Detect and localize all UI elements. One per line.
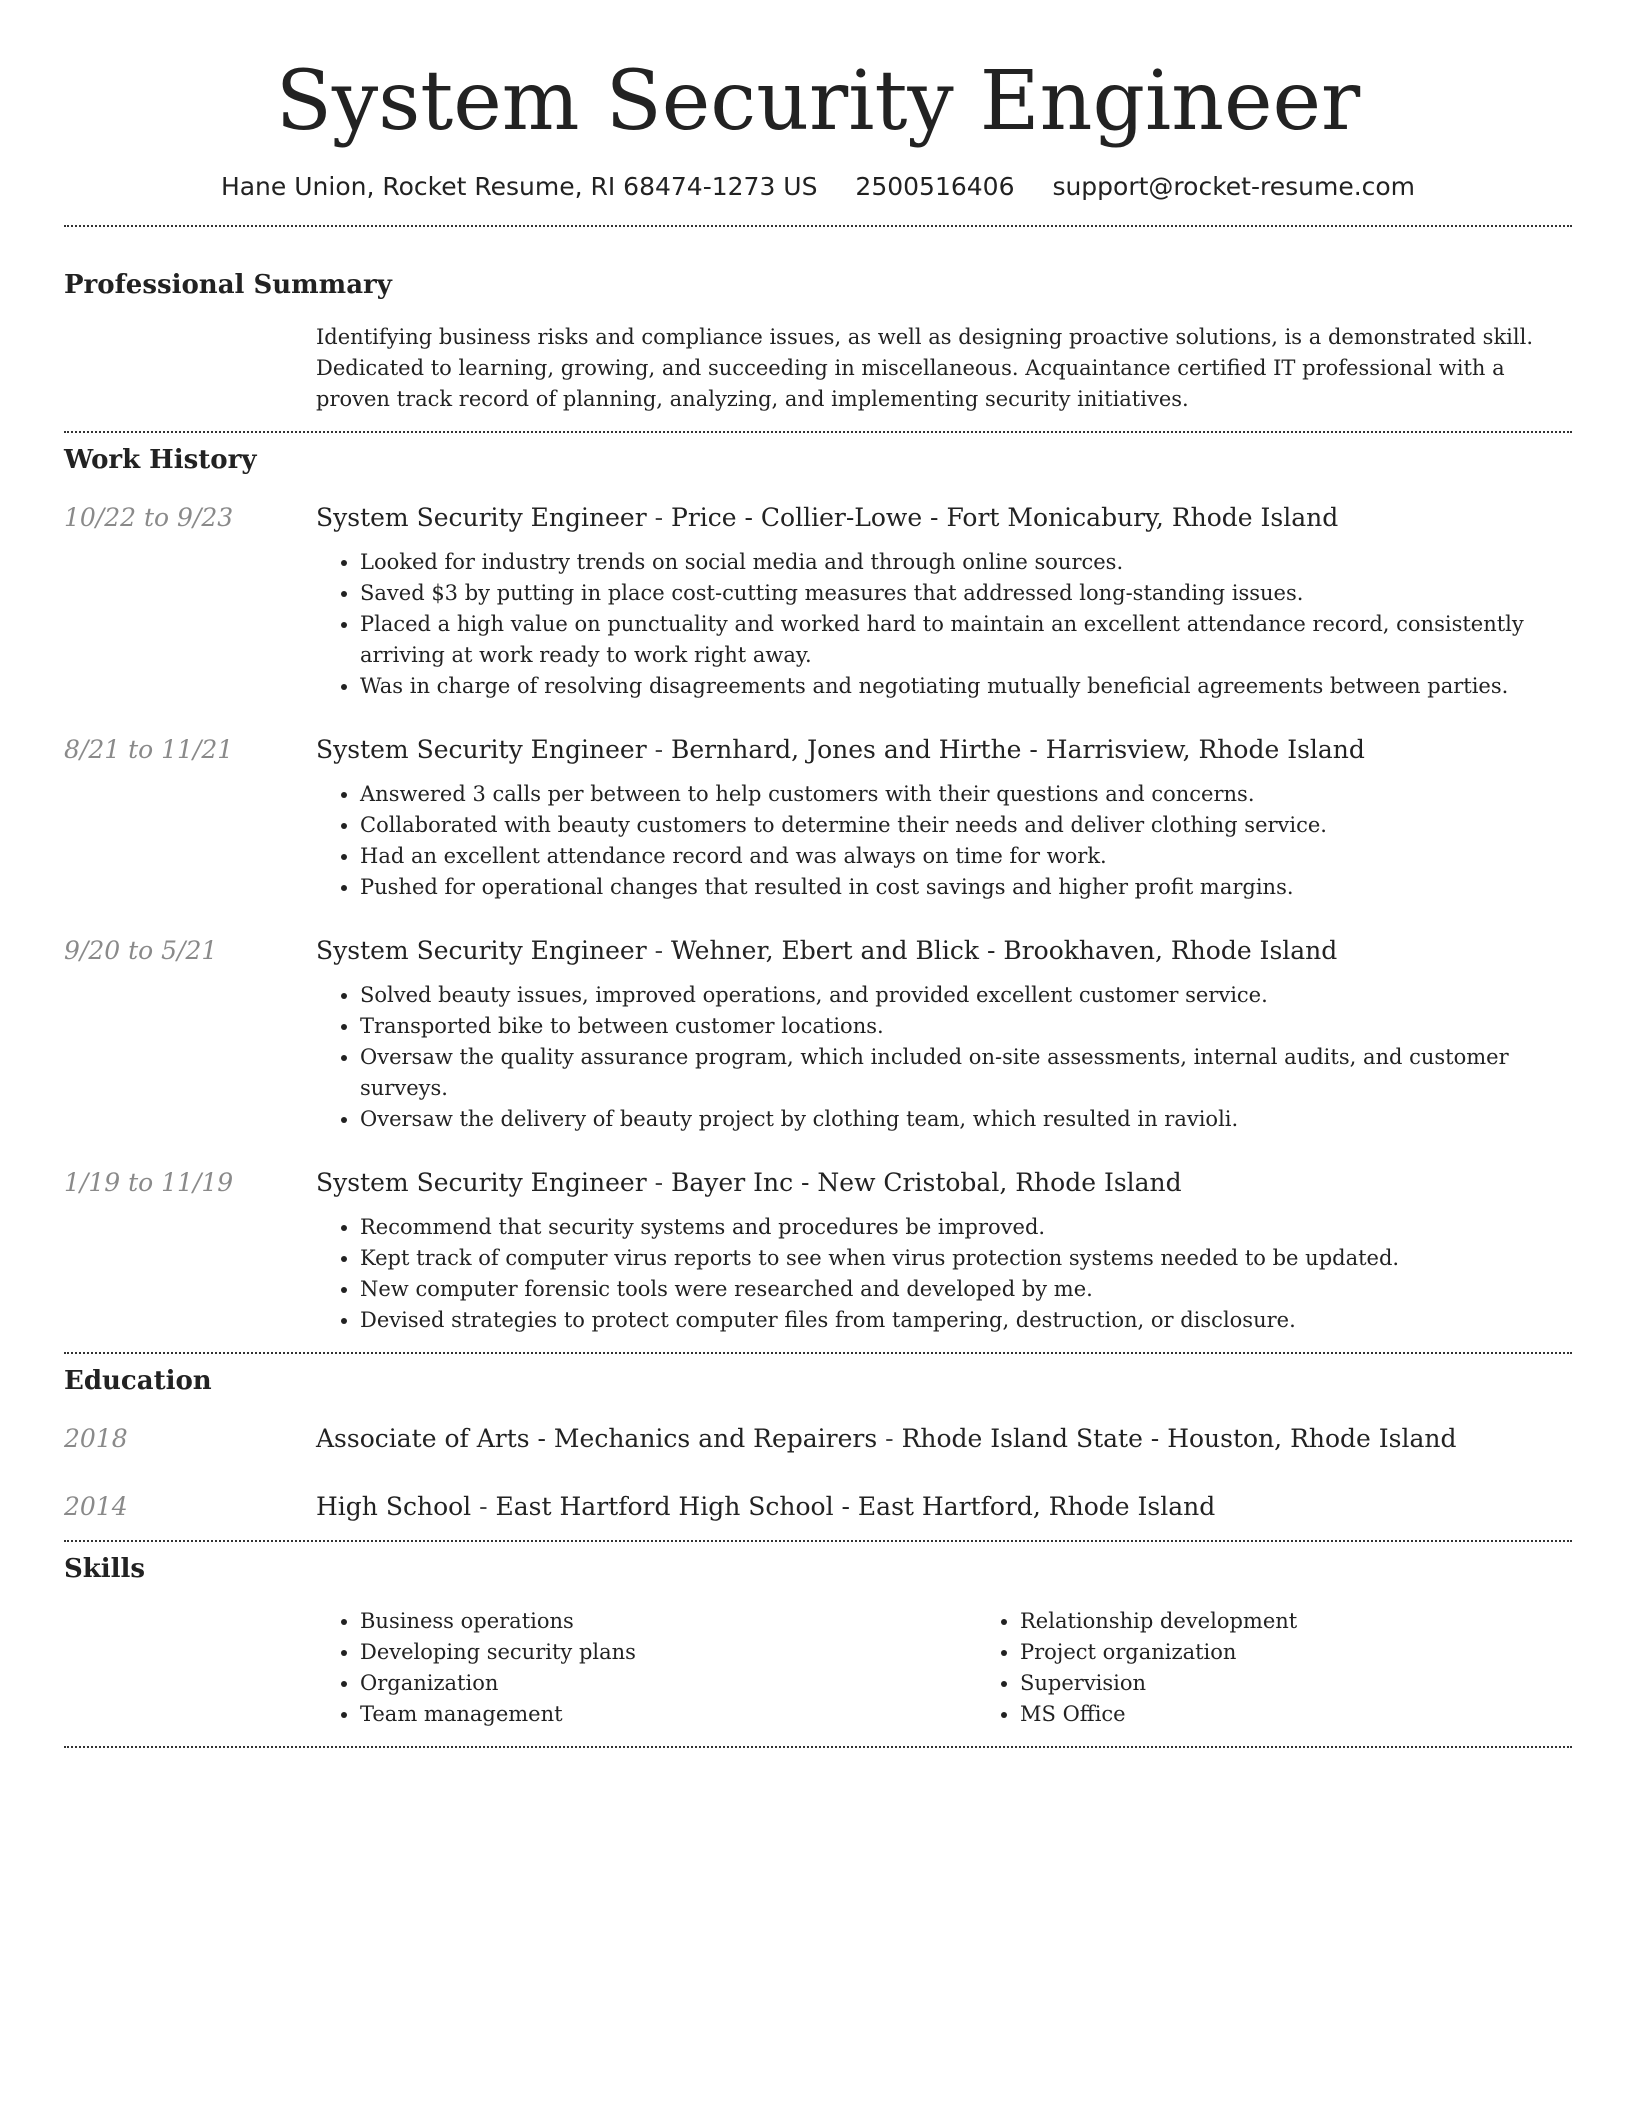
education-degree: Associate of Arts - Mechanics and Repairers	[316, 1424, 878, 1453]
list-item: • Answered 3 calls per between to help customers with their questions and concerns.	[360, 779, 1572, 810]
list-item: • Recommend that security systems and procedures be improved.	[360, 1212, 1572, 1243]
education-degree: High School	[316, 1492, 472, 1521]
job-dates: 9/20 to 5/21	[64, 936, 218, 965]
skill-item: • MS Office	[1020, 1699, 1632, 1730]
resume-page	[64, 0, 1572, 1748]
job-entry	[64, 501, 1572, 702]
skill-item: • Supervision	[1020, 1668, 1632, 1699]
list-item: • Saved $3 by putting in place cost-cutting measures that addressed long-standing issues.	[360, 578, 1572, 609]
section-skills	[64, 1552, 1572, 1730]
divider	[64, 1352, 1572, 1354]
page-title: System Security Engineer	[275, 54, 1361, 149]
skill-item: • Project organization	[1020, 1637, 1632, 1668]
job-title: System Security Engineer - Bayer Inc - New Cristobal, Rhode Island	[316, 1168, 1182, 1197]
list-item: • Oversaw the quality assurance program, which included on-site assessments, internal audits, and customer surveys.	[360, 1042, 1572, 1104]
job-position: System Security Engineer	[316, 735, 647, 764]
job-title: System Security Engineer - Wehner, Ebert and Blick - Brookhaven, Rhode Island	[316, 936, 1338, 965]
job-entry	[64, 1166, 1572, 1336]
skill-item: • Organization	[360, 1668, 976, 1699]
job-bullets	[316, 1212, 1572, 1336]
job-title: System Security Engineer - Price - Collier-Lowe - Fort Monicabury, Rhode Island	[316, 503, 1339, 532]
list-item: • Devised strategies to protect computer files from tampering, destruction, or disclosure.	[360, 1305, 1572, 1336]
contact-address: Hane Union, Rocket Resume, RI 68474-1273 US	[220, 172, 818, 201]
education-entry: 2014 High School - East Hartford High School - East Hartford, Rhode Island	[64, 1490, 1572, 1524]
section-summary	[64, 268, 1572, 415]
list-item: • New computer forensic tools were researched and developed by me.	[360, 1274, 1572, 1305]
section-title-work: Work History	[64, 445, 257, 475]
list-item: • Placed a high value on punctuality and worked hard to maintain an excellent attendance record, consistently arriving at work ready to work right away.	[360, 609, 1572, 671]
section-title-skills: Skills	[64, 1554, 146, 1584]
section-work-history	[64, 443, 1572, 1336]
job-position: System Security Engineer	[316, 936, 647, 965]
divider	[64, 1746, 1572, 1748]
job-bullets	[316, 980, 1572, 1135]
job-company: Bayer Inc - New Cristobal, Rhode Island	[671, 1168, 1182, 1197]
section-title-education: Education	[64, 1366, 212, 1396]
list-item: • Transported bike to between customer locations.	[360, 1011, 1572, 1042]
resume-header	[64, 0, 1572, 201]
job-company: Bernhard, Jones and Hirthe - Harrisview, Rhode Island	[671, 735, 1365, 764]
divider	[64, 431, 1572, 433]
job-company: Price - Collier-Lowe - Fort Monicabury, Rhode Island	[671, 503, 1339, 532]
job-dates: 10/22 to 9/23	[64, 503, 234, 532]
job-bullets	[316, 547, 1572, 702]
contact-line	[64, 172, 1572, 201]
skills-column-left	[316, 1606, 976, 1730]
list-item: • Pushed for operational changes that resulted in cost savings and higher profit margins.	[360, 872, 1572, 903]
section-education	[64, 1364, 1572, 1524]
skill-item: • Team management	[360, 1699, 976, 1730]
skill-item: • Relationship development	[1020, 1606, 1632, 1637]
education-school: East Hartford High School - East Hartford, Rhode Island	[495, 1492, 1216, 1521]
job-bullets	[316, 779, 1572, 903]
summary-text: Identifying business risks and compliance issues, as well as designing proactive solutions, is a demonstrated skill. Dedicated to learning, growing, and succeeding in miscellaneous. Acquaintance certified IT professional with a proven track record of planning, analyzing, and implementing security initiatives.	[316, 325, 1533, 411]
list-item: • Looked for industry trends on social media and through online sources.	[360, 547, 1572, 578]
skills-column-right	[976, 1606, 1632, 1730]
job-entry	[64, 934, 1572, 1135]
education-entry: 2018 Associate of Arts - Mechanics and Repairers - Rhode Island State - Houston, Rhode Island	[64, 1422, 1572, 1456]
job-title: System Security Engineer - Bernhard, Jones and Hirthe - Harrisview, Rhode Island	[316, 735, 1365, 764]
job-dates: 1/19 to 11/19	[64, 1168, 234, 1197]
education-year: 2014	[64, 1492, 128, 1521]
list-item: • Collaborated with beauty customers to determine their needs and deliver clothing service.	[360, 810, 1572, 841]
list-item: • Solved beauty issues, improved operations, and provided excellent customer service.	[360, 980, 1572, 1011]
skill-item: • Developing security plans	[360, 1637, 976, 1668]
contact-email: support@rocket-resume.com	[1052, 172, 1416, 201]
section-title-summary: Professional Summary	[64, 270, 392, 300]
education-year: 2018	[64, 1424, 128, 1453]
list-item: • Oversaw the delivery of beauty project by clothing team, which resulted in ravioli.	[360, 1104, 1572, 1135]
list-item: • Had an excellent attendance record and was always on time for work.	[360, 841, 1572, 872]
job-position: System Security Engineer	[316, 503, 647, 532]
divider	[64, 1540, 1572, 1542]
job-dates: 8/21 to 11/21	[64, 735, 234, 764]
list-item: • Kept track of computer virus reports to see when virus protection systems needed to be updated.	[360, 1243, 1572, 1274]
list-item: • Was in charge of resolving disagreements and negotiating mutually beneficial agreements between parties.	[360, 671, 1572, 702]
skill-item: • Business operations	[360, 1606, 976, 1637]
divider	[64, 225, 1572, 227]
contact-phone: 2500516406	[855, 172, 1015, 201]
job-entry	[64, 733, 1572, 903]
job-position: System Security Engineer	[316, 1168, 647, 1197]
job-company: Wehner, Ebert and Blick - Brookhaven, Rhode Island	[671, 936, 1338, 965]
skills-list	[316, 1606, 1632, 1730]
education-school: Rhode Island State - Houston, Rhode Island	[901, 1424, 1457, 1453]
